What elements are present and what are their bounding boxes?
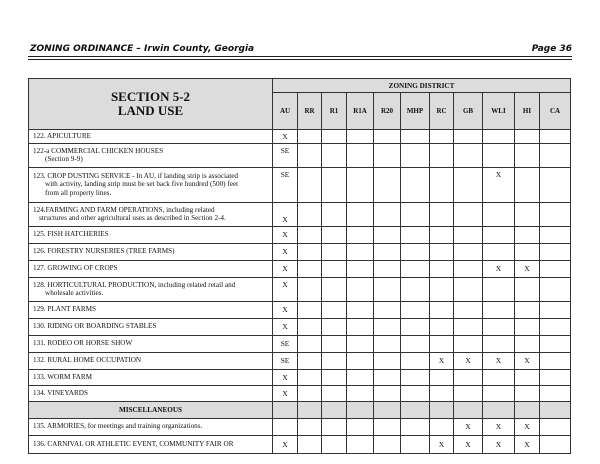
cell-rc bbox=[430, 318, 454, 335]
cell-r20 bbox=[374, 435, 401, 453]
cell-mhp bbox=[401, 167, 430, 202]
cell-r20 bbox=[374, 226, 401, 243]
cell-au: X bbox=[273, 318, 298, 335]
col-header-r1: R1 bbox=[322, 93, 347, 130]
cell-ca bbox=[540, 243, 571, 260]
land-use-label: 132. RURAL HOME OCCUPATION bbox=[29, 352, 273, 369]
cell-ca bbox=[540, 385, 571, 401]
cell-mhp bbox=[401, 385, 430, 401]
cell-wli bbox=[483, 130, 515, 144]
cell-gb bbox=[454, 318, 483, 335]
land-use-label: 133. WORM FARM bbox=[29, 369, 273, 385]
land-use-label: 134. VINEYARDS bbox=[29, 385, 273, 401]
cell-rr bbox=[298, 318, 322, 335]
cell-hi bbox=[515, 385, 540, 401]
land-use-label: 130. RIDING OR BOARDING STABLES bbox=[29, 318, 273, 335]
land-use-label-line3: from all property lines. bbox=[45, 188, 112, 197]
land-use-label bbox=[29, 202, 273, 226]
cell-rc: X bbox=[430, 352, 454, 369]
cell-r1 bbox=[322, 301, 347, 318]
cell-hi: X bbox=[515, 352, 540, 369]
cell-r20 bbox=[374, 418, 401, 435]
cell-r1 bbox=[322, 418, 347, 435]
cell-ca bbox=[540, 167, 571, 202]
col-header-rc: RC bbox=[430, 93, 454, 130]
land-use-label: 136. CARNIVAL OR ATHLETIC EVENT, COMMUNITY FAIR OR bbox=[29, 435, 273, 453]
page-number: Page 36 bbox=[531, 44, 572, 54]
cell-gb bbox=[454, 130, 483, 144]
land-use-label: 125. FISH HATCHERIES bbox=[29, 226, 273, 243]
cell-gb: X bbox=[454, 418, 483, 435]
table-row bbox=[29, 418, 571, 435]
cell-hi bbox=[515, 243, 540, 260]
cell-r20 bbox=[374, 352, 401, 369]
section-heading-miscellaneous: MISCELLANEOUS bbox=[29, 401, 273, 418]
cell-rc bbox=[430, 277, 454, 301]
table-row bbox=[29, 167, 571, 202]
cell-hi bbox=[515, 226, 540, 243]
cell-rc bbox=[430, 143, 454, 167]
cell-r1a bbox=[347, 318, 374, 335]
section-title-line1: SECTION 5-2 bbox=[110, 89, 191, 104]
cell-r1 bbox=[322, 243, 347, 260]
cell-r20 bbox=[374, 335, 401, 352]
cell-ca bbox=[540, 352, 571, 369]
header-rule-thin bbox=[28, 59, 572, 60]
section-title bbox=[29, 79, 273, 130]
cell-rr bbox=[298, 167, 322, 202]
cell-ca bbox=[540, 418, 571, 435]
cell-au: X bbox=[273, 277, 298, 301]
cell-r20 bbox=[374, 167, 401, 202]
cell-r20 bbox=[374, 243, 401, 260]
land-use-label-line1: 123. CROP DUSTING SERVICE - In AU, if landing strip is associated bbox=[33, 171, 238, 180]
cell-r1a bbox=[347, 401, 374, 418]
table-row bbox=[29, 369, 571, 385]
table-row bbox=[29, 226, 571, 243]
cell-mhp bbox=[401, 435, 430, 453]
land-use-label bbox=[29, 143, 273, 167]
cell-wli bbox=[483, 369, 515, 385]
col-header-wli: WLI bbox=[483, 93, 515, 130]
cell-rc bbox=[430, 130, 454, 144]
cell-r20 bbox=[374, 401, 401, 418]
table-row bbox=[29, 260, 571, 277]
cell-mhp bbox=[401, 202, 430, 226]
cell-hi bbox=[515, 202, 540, 226]
table-row bbox=[29, 385, 571, 401]
land-use-label: 122. APICULTURE bbox=[29, 130, 273, 144]
cell-rc bbox=[430, 335, 454, 352]
cell-r1 bbox=[322, 435, 347, 453]
land-use-label-line2: (Section 9-9) bbox=[45, 155, 83, 164]
cell-wli: X bbox=[483, 435, 515, 453]
cell-r1 bbox=[322, 385, 347, 401]
cell-ca bbox=[540, 202, 571, 226]
cell-mhp bbox=[401, 243, 430, 260]
cell-mhp bbox=[401, 335, 430, 352]
cell-mhp bbox=[401, 260, 430, 277]
cell-rr bbox=[298, 435, 322, 453]
cell-rr bbox=[298, 202, 322, 226]
cell-gb: X bbox=[454, 352, 483, 369]
cell-mhp bbox=[401, 352, 430, 369]
cell-ca bbox=[540, 277, 571, 301]
cell-r1 bbox=[322, 401, 347, 418]
table-row bbox=[29, 202, 571, 226]
cell-r1 bbox=[322, 143, 347, 167]
cell-wli bbox=[483, 301, 515, 318]
table-row bbox=[29, 335, 571, 352]
cell-hi bbox=[515, 277, 540, 301]
cell-r1a bbox=[347, 260, 374, 277]
cell-ca bbox=[540, 435, 571, 453]
land-use-label: 127. GROWING OF CROPS bbox=[29, 260, 273, 277]
cell-gb bbox=[454, 385, 483, 401]
cell-gb bbox=[454, 301, 483, 318]
table-row bbox=[29, 277, 571, 301]
cell-mhp bbox=[401, 143, 430, 167]
cell-r1a bbox=[347, 226, 374, 243]
cell-ca bbox=[540, 401, 571, 418]
land-use-label: 129. PLANT FARMS bbox=[29, 301, 273, 318]
section-title-line2: LAND USE bbox=[117, 103, 184, 118]
cell-r20 bbox=[374, 301, 401, 318]
cell-rc bbox=[430, 202, 454, 226]
zoning-district-header: ZONING DISTRICT bbox=[273, 79, 571, 93]
cell-wli bbox=[483, 243, 515, 260]
cell-rr bbox=[298, 352, 322, 369]
cell-rc: X bbox=[430, 435, 454, 453]
cell-gb bbox=[454, 202, 483, 226]
cell-r1 bbox=[322, 202, 347, 226]
cell-wli bbox=[483, 335, 515, 352]
cell-rr bbox=[298, 301, 322, 318]
land-use-label-line1: 128. HORTICULTURAL PRODUCTION, including related retail and bbox=[33, 280, 236, 289]
cell-ca bbox=[540, 143, 571, 167]
land-use-label: 131. RODEO OR HORSE SHOW bbox=[29, 335, 273, 352]
cell-hi: X bbox=[515, 418, 540, 435]
cell-gb bbox=[454, 167, 483, 202]
table-row bbox=[29, 130, 571, 144]
cell-au: SE bbox=[273, 143, 298, 167]
table-row bbox=[29, 243, 571, 260]
cell-r1a bbox=[347, 418, 374, 435]
cell-hi bbox=[515, 335, 540, 352]
cell-gb bbox=[454, 260, 483, 277]
cell-hi bbox=[515, 401, 540, 418]
cell-ca bbox=[540, 335, 571, 352]
cell-ca bbox=[540, 301, 571, 318]
col-header-ca: CA bbox=[540, 93, 571, 130]
cell-wli bbox=[483, 401, 515, 418]
cell-r1a bbox=[347, 243, 374, 260]
cell-gb: X bbox=[454, 435, 483, 453]
cell-ca bbox=[540, 226, 571, 243]
cell-r1a bbox=[347, 385, 374, 401]
cell-r1 bbox=[322, 226, 347, 243]
cell-r20 bbox=[374, 385, 401, 401]
table-row bbox=[29, 301, 571, 318]
cell-r1 bbox=[322, 335, 347, 352]
cell-rc bbox=[430, 301, 454, 318]
cell-rc bbox=[430, 418, 454, 435]
land-use-label-line2: with activity, landing strip must be set back five hundred (500) feet bbox=[45, 180, 239, 189]
cell-mhp bbox=[401, 226, 430, 243]
cell-gb bbox=[454, 277, 483, 301]
cell-r1a bbox=[347, 167, 374, 202]
cell-au: X bbox=[273, 435, 298, 453]
cell-r20 bbox=[374, 369, 401, 385]
cell-r1 bbox=[322, 130, 347, 144]
cell-ca bbox=[540, 318, 571, 335]
cell-mhp bbox=[401, 369, 430, 385]
cell-rc bbox=[430, 385, 454, 401]
cell-rr bbox=[298, 418, 322, 435]
table-row bbox=[29, 352, 571, 369]
cell-r1a bbox=[347, 301, 374, 318]
land-use-label-line2: structures and other agricultural uses as described in Section 2-4. bbox=[39, 214, 226, 223]
cell-wli: X bbox=[483, 167, 515, 202]
cell-hi bbox=[515, 143, 540, 167]
land-use-table bbox=[28, 78, 571, 454]
land-use-label-line1: 124.FARMING AND FARM OPERATIONS, including related bbox=[33, 205, 215, 214]
land-use-label-line1: 122-a COMMERCIAL CHICKEN HOUSES bbox=[33, 146, 164, 155]
land-use-label bbox=[29, 167, 273, 202]
cell-hi bbox=[515, 369, 540, 385]
table-row bbox=[29, 143, 571, 167]
cell-r1 bbox=[322, 352, 347, 369]
cell-gb bbox=[454, 226, 483, 243]
cell-au: X bbox=[273, 226, 298, 243]
col-header-mhp: MHP bbox=[401, 93, 430, 130]
cell-wli bbox=[483, 143, 515, 167]
cell-mhp bbox=[401, 418, 430, 435]
cell-gb bbox=[454, 143, 483, 167]
cell-au: SE bbox=[273, 167, 298, 202]
cell-rc bbox=[430, 167, 454, 202]
cell-r1 bbox=[322, 318, 347, 335]
cell-rr bbox=[298, 385, 322, 401]
cell-rr bbox=[298, 143, 322, 167]
cell-r1a bbox=[347, 335, 374, 352]
cell-au: X bbox=[273, 369, 298, 385]
col-header-rr: RR bbox=[298, 93, 322, 130]
col-header-gb: GB bbox=[454, 93, 483, 130]
cell-wli bbox=[483, 202, 515, 226]
cell-wli bbox=[483, 318, 515, 335]
land-use-label: 126. FORESTRY NURSERIES (TREE FARMS) bbox=[29, 243, 273, 260]
cell-r1 bbox=[322, 369, 347, 385]
cell-mhp bbox=[401, 130, 430, 144]
cell-au: X bbox=[273, 385, 298, 401]
cell-wli bbox=[483, 277, 515, 301]
cell-r1a bbox=[347, 435, 374, 453]
cell-r1a bbox=[347, 369, 374, 385]
cell-r1 bbox=[322, 167, 347, 202]
col-header-r20: R20 bbox=[374, 93, 401, 130]
cell-r20 bbox=[374, 130, 401, 144]
table-row-section bbox=[29, 401, 571, 418]
cell-wli bbox=[483, 385, 515, 401]
cell-hi: X bbox=[515, 260, 540, 277]
cell-rr bbox=[298, 335, 322, 352]
cell-au: X bbox=[273, 260, 298, 277]
cell-rr bbox=[298, 243, 322, 260]
cell-au: X bbox=[273, 243, 298, 260]
cell-r1a bbox=[347, 277, 374, 301]
cell-au bbox=[273, 418, 298, 435]
cell-rc bbox=[430, 401, 454, 418]
land-use-label: 135. ARMORIES, for meetings and training organizations. bbox=[29, 418, 273, 435]
cell-au: X bbox=[273, 202, 298, 226]
cell-mhp bbox=[401, 318, 430, 335]
header-rule bbox=[28, 56, 572, 57]
table-row bbox=[29, 318, 571, 335]
cell-gb bbox=[454, 401, 483, 418]
col-header-au: AU bbox=[273, 93, 298, 130]
cell-mhp bbox=[401, 301, 430, 318]
cell-rr bbox=[298, 130, 322, 144]
cell-wli bbox=[483, 226, 515, 243]
cell-rc bbox=[430, 369, 454, 385]
cell-hi bbox=[515, 301, 540, 318]
cell-au: X bbox=[273, 301, 298, 318]
cell-r1a bbox=[347, 143, 374, 167]
cell-mhp bbox=[401, 277, 430, 301]
cell-rc bbox=[430, 243, 454, 260]
cell-r1 bbox=[322, 260, 347, 277]
cell-wli: X bbox=[483, 352, 515, 369]
cell-hi: X bbox=[515, 435, 540, 453]
cell-hi bbox=[515, 130, 540, 144]
cell-au: X bbox=[273, 130, 298, 144]
col-header-hi: HI bbox=[515, 93, 540, 130]
land-use-label-line2: wholesale activities. bbox=[45, 289, 104, 298]
land-use-label bbox=[29, 277, 273, 301]
cell-r20 bbox=[374, 277, 401, 301]
cell-r1a bbox=[347, 130, 374, 144]
cell-rr bbox=[298, 277, 322, 301]
document-title: ZONING ORDINANCE – Irwin County, Georgia bbox=[30, 44, 255, 54]
cell-ca bbox=[540, 369, 571, 385]
cell-au bbox=[273, 401, 298, 418]
cell-hi bbox=[515, 318, 540, 335]
cell-rr bbox=[298, 401, 322, 418]
cell-wli: X bbox=[483, 418, 515, 435]
cell-r1a bbox=[347, 352, 374, 369]
cell-r20 bbox=[374, 143, 401, 167]
cell-ca bbox=[540, 130, 571, 144]
cell-hi bbox=[515, 167, 540, 202]
cell-r1a bbox=[347, 202, 374, 226]
cell-r20 bbox=[374, 202, 401, 226]
cell-au: SE bbox=[273, 335, 298, 352]
cell-gb bbox=[454, 335, 483, 352]
cell-rr bbox=[298, 369, 322, 385]
cell-gb bbox=[454, 243, 483, 260]
cell-r20 bbox=[374, 260, 401, 277]
cell-wli: X bbox=[483, 260, 515, 277]
cell-r1 bbox=[322, 277, 347, 301]
cell-rc bbox=[430, 226, 454, 243]
cell-rr bbox=[298, 260, 322, 277]
cell-rr bbox=[298, 226, 322, 243]
col-header-r1a: R1A bbox=[347, 93, 374, 130]
cell-gb bbox=[454, 369, 483, 385]
cell-au: SE bbox=[273, 352, 298, 369]
cell-r20 bbox=[374, 318, 401, 335]
table-row bbox=[29, 435, 571, 453]
cell-ca bbox=[540, 260, 571, 277]
cell-rc bbox=[430, 260, 454, 277]
cell-mhp bbox=[401, 401, 430, 418]
